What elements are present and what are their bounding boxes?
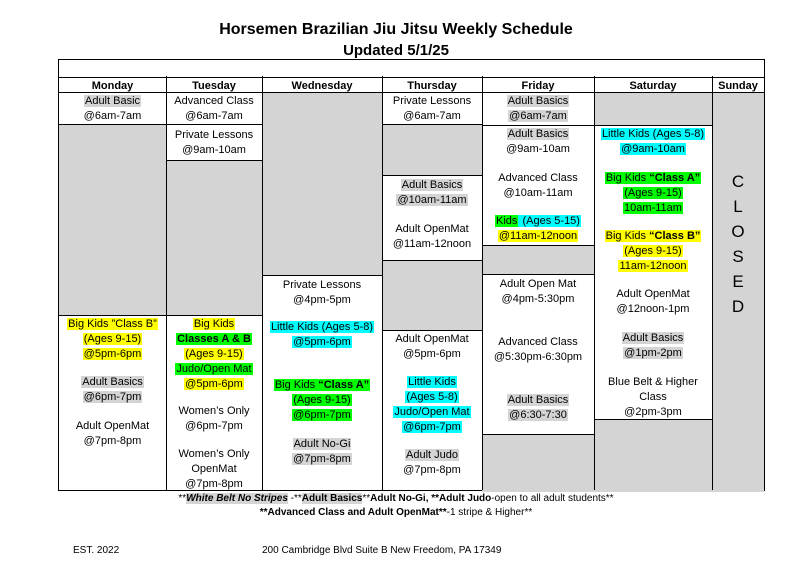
saturday-big-kids-class-a: Big Kids “Class A” (Ages 9-15) 10am-11am [605, 172, 701, 214]
footer-note-2: **Advanced Class and Adult OpenMat**-1 stripe & Higher** [259, 507, 533, 518]
monday-morning-cell [59, 93, 166, 125]
saturday-little-kids: Little Kids (Ages 5-8) @9am-10am [601, 128, 705, 155]
saturday-blue-belt: Blue Belt & Higher Class @2pm-3pm [608, 376, 698, 418]
sunday-closed-cell [712, 93, 764, 492]
monday-adult-basic: Adult Basic @6am-7am [83, 95, 142, 122]
saturday-day-cell [594, 126, 712, 420]
column-divider [262, 76, 263, 490]
monday-big-kids-class-b: Big Kids ”Class B” (Ages 9-15) @5pm-6pm [68, 318, 157, 360]
wednesday-closed-block [262, 93, 382, 276]
thursday-private-lessons: Private Lessons @6am-7am [392, 95, 472, 122]
friday-advanced-class-am: Advanced Class @10am-11am [498, 172, 578, 199]
saturday-big-kids-class-b: Big Kids “Class B” (Ages 9-15) 11am-12noon [605, 230, 701, 272]
friday-advanced-class-pm: Advanced Class @5:30pm-6:30pm [493, 336, 583, 363]
monday-adult-basics: Adult Basics @6pm-7pm [82, 376, 143, 403]
monday-closed-block [59, 125, 166, 316]
header-saturday: Saturday [594, 77, 712, 93]
header-tuesday: Tuesday [166, 77, 262, 93]
column-divider [382, 76, 383, 490]
friday-closed-block-1 [482, 246, 594, 275]
thursday-midday-cell [382, 176, 482, 261]
saturday-closed-block-2 [594, 420, 712, 492]
column-divider [482, 76, 483, 490]
thursday-private-cell [382, 93, 482, 125]
friday-evening-cell [482, 275, 594, 435]
saturday-adult-basics: Adult Basics @1pm-2pm [622, 332, 684, 359]
saturday-adult-openmat: Adult OpenMat @12noon-1pm [616, 288, 690, 315]
thursday-closed-block-1 [382, 125, 482, 176]
tuesday-advanced-class: Advanced Class @6am-7am [174, 95, 254, 122]
thursday-little-kids-judo: Little Kids (Ages 5-8) Judo/Open Mat @6pm-7pm [394, 376, 470, 433]
schedule-title: Horsemen Brazilian Jiu Jitsu Weekly Schedule [219, 21, 573, 38]
thursday-evening-cell [382, 331, 482, 492]
header-monday: Monday [59, 77, 166, 93]
wednesday-little-kids: Little Kids (Ages 5-8) @5pm-6pm [270, 321, 374, 348]
tuesday-advanced-cell [166, 93, 262, 125]
friday-midday-cell [482, 126, 594, 246]
established-year: EST. 2022 [73, 545, 120, 556]
wednesday-evening-cell [262, 276, 382, 492]
tuesday-womens-openmat: Women’s Only OpenMat @7pm-8pm [178, 448, 250, 490]
header-friday: Friday [482, 77, 594, 93]
tuesday-big-kids-judo: Big Kids Classes A & B (Ages 9-15) Judo/Open Mat @5pm-6pm [176, 318, 252, 390]
updated-date: Updated 5/1/25 [343, 42, 449, 59]
friday-adult-basics-morning: Adult Basics @6am-7am [507, 95, 569, 122]
friday-adult-basics: Adult Basics @9am-10am [506, 128, 570, 155]
column-divider [166, 76, 167, 490]
address: 200 Cambridge Blvd Suite B New Freedom, PA 17349 [262, 545, 502, 556]
friday-adult-basics-evening: Adult Basics @6:30-7:30 [507, 394, 569, 421]
sunday-closed-label: C L O S E D [731, 172, 745, 316]
thursday-adult-openmat-midday: Adult OpenMat @11am-12noon [392, 223, 472, 250]
monday-evening-cell [59, 316, 166, 492]
tuesday-womens-only: Women’s Only @6pm-7pm [178, 405, 250, 432]
tuesday-closed-block [166, 161, 262, 316]
header-sunday: Sunday [712, 77, 764, 93]
monday-adult-openmat: Adult OpenMat @7pm-8pm [75, 420, 150, 447]
friday-kids: Kids (Ages 5-15) @11am-12noon [496, 215, 580, 242]
tuesday-evening-cell [166, 316, 262, 492]
tuesday-private-cell [166, 125, 262, 161]
thursday-adult-openmat: Adult OpenMat @5pm-6pm [395, 333, 469, 360]
friday-adult-open-mat: Adult Open Mat @4pm-5:30pm [499, 278, 577, 305]
thursday-closed-block-2 [382, 261, 482, 331]
column-divider [712, 76, 713, 490]
footer-note-1: **White Belt No Stripes -**Adult Basics**Adult No-Gi, **Adult Judo-open to all adult students** [178, 493, 614, 504]
wednesday-adult-nogi: Adult No-Gi @7pm-8pm [293, 438, 351, 465]
header-wednesday: Wednesday [262, 77, 382, 93]
tuesday-private-lessons: Private Lessons @9am-10am [174, 129, 254, 156]
header-thursday: Thursday [382, 77, 482, 93]
schedule-grid [58, 59, 765, 491]
column-divider [594, 76, 595, 490]
wednesday-private-lessons: Private Lessons @4pm-5pm [282, 279, 362, 306]
wednesday-big-kids-class-a: Big Kids “Class A” (Ages 9-15) @6pm-7pm [274, 379, 370, 421]
friday-closed-block-2 [482, 435, 594, 492]
friday-morning-cell [482, 93, 594, 126]
thursday-adult-basics: Adult Basics @10am-11am [397, 179, 467, 206]
saturday-closed-block-1 [594, 93, 712, 126]
thursday-adult-judo: Adult Judo @7pm-8pm [403, 449, 461, 476]
